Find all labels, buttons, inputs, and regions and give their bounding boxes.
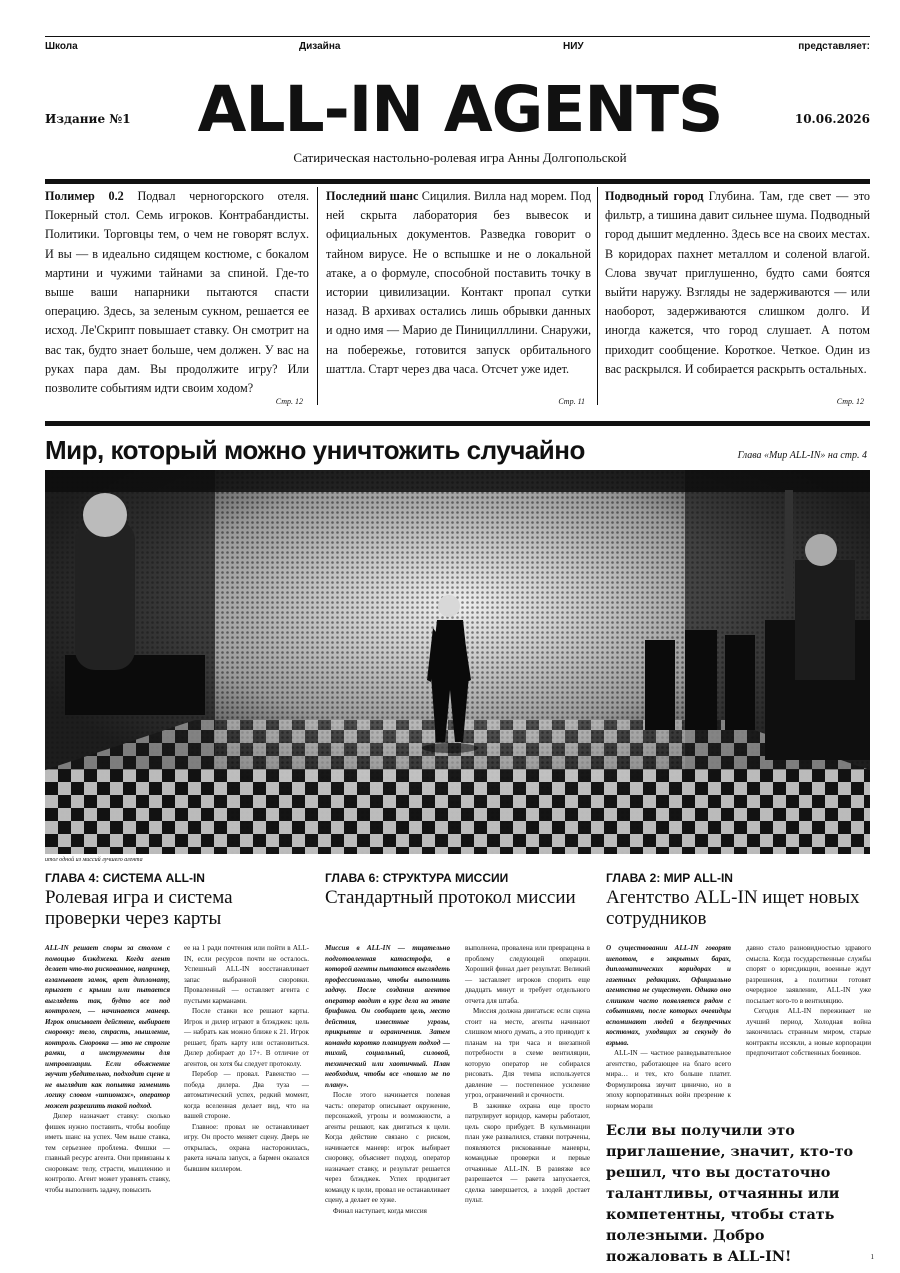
paragraph: выполнена, провалена или превращена в проблему следующей операции. Хороший финал дает результат. Великий — заставляет игроков спорить еще двадцать минут и требует отдельного отчета для штаба. <box>465 944 590 1005</box>
paragraph: ALL-IN решает споры за столом с помощью блэкджека. Когда агент делает что-то рискованное, например, взламывает замок, врет дипломату, прыгает с крыши или пытается выглядеть так, будто все под контролем, — начинается маневр. Игрок описывает действие, выбирает сноровку: тело, страсть, мышление, контроль. Сноровка — это не строгие рамки, а инструменты для импровизации. Если объяснение звучит убедительно, подходит сцене и не выглядит как попытка заменить логику словом «шпионаж», оператор может разрешить такой подход. <box>45 944 170 1110</box>
paragraph: давно стало разновидностью здравого смысла. Когда государственные службы спорят о юрисдикции, военные ждут разрешения, а политики готовят очередное заявление, ALL-IN уже посылает кого-то в вентиляцию. <box>746 944 871 1005</box>
story-page-ref: Стр. 12 <box>275 396 303 406</box>
paragraph: Финал наступает, когда миссия <box>333 1206 427 1215</box>
article-mission-col-2 <box>465 943 590 1206</box>
chapter-label: ГЛАВА 4: СИСТЕМА ALL-IN <box>45 871 205 885</box>
paragraph: О существовании ALL-IN говорят шепотом, в закрытых барах, дипломатических коридорах и газетных редакциях. Официально агентства не существует. Однако оно слишком часто появляется рядом с событиями, после которых очевидцы вспоминают людей в безупречных костюмах, уходящих за секунду до взрыва. <box>606 944 731 1047</box>
article-system-header <box>45 871 305 929</box>
article-system-col-1 <box>45 943 170 1195</box>
paragraph: Перебор — провал. Равенство — победа дилера. Два туза — автоматический успех, редкий момент, когда вселенная делает вид, что на вашей стороне. <box>184 1070 309 1120</box>
paragraph: Миссия в ALL-IN — тщательно подготовленная катастрофа, в которой агенты пытаются выглядеть профессионально, чтобы выполнить задачу. После создания агентов оператор вводит в курс дела на этапе брифинга. Он сообщает цель, место действия, известные угрозы, прикрытие и ограничения. Затем команда коротко планирует подход — тихий, социальный, силовой, технический или хаотичный. План необходим, чтобы все «пошло не по плану». <box>325 944 450 1089</box>
story-title: Подводный город <box>605 189 704 203</box>
article-world-col-1 <box>606 943 731 1111</box>
story-page-ref: Стр. 11 <box>558 396 585 406</box>
article-world-col-2 <box>746 943 871 1059</box>
article-title: Агентство ALL-IN ищет новых сотрудников <box>606 887 860 929</box>
photo-caption: итог одной из миссий лучшего агента <box>45 857 143 863</box>
paragraph: В заживке охрана еще просто патрулирует коридор, камеры работают, цель скоро прибудет. В кульминации план уже развалился, ставки потрачены, появляются рискованные маневры, командные проверки и первые отчаянные ALL-IN. В развязке все разрешается — ракета запускается, сделка завершается, а злодей достает пульт. <box>465 1101 590 1204</box>
article-system-col-2 <box>184 943 309 1174</box>
article-title: Стандартный протокол миссии <box>325 887 576 908</box>
label-niu: НИУ <box>563 41 584 52</box>
story-polymer <box>45 187 309 411</box>
column-divider <box>317 187 318 405</box>
chapter-label: ГЛАВА 2: МИР ALL-IN <box>606 871 733 885</box>
invitation-callout: Если вы получили это приглашение, значит, кто-то решил, что вы достаточно талантливы, отчаянны или компетентны, чтобы стать полезными. Добро пожаловать в ALL-IN! <box>606 1122 854 1265</box>
masthead-subtitle: Сатирическая настольно-ролевая игра Анны Долгопольской <box>293 150 627 165</box>
story-text: Глубина. Там, где свет — это фильтр, а тишина давит сильнее шума. Подводный город дышит медленно. Здесь все на своих местах. В коридорах пахнет металлом и соленой влагой. Слова звучат приглушенно, будто сами боятся выйти наружу. Взгляды не задерживаются — или наоборот, задерживаются слишком долго. И иногда кажется, что город слушает. А потом приходит сообщение. Короткое. Четкое. Один из вас раскрылся. И собирается раскрыть остальных. <box>605 189 870 376</box>
article-title: Ролевая игра и система проверки через карты <box>45 887 233 929</box>
paragraph: ALL-IN — частное разведывательное агентство, работающее на благо всего мира… и тех, кто больше платит. Формулировка звучит цинично, но в эпоху корпоративных войн презрение к нормам морали <box>606 1049 731 1110</box>
article-world-header <box>606 871 866 929</box>
paragraph: Дилер назначает ставку: сколько фишек нужно поставить, чтобы вообще иметь шанс на успех. Чем выше ставка, тем серьезнее проблема. Фишки — главный ресурс агента. Они привязаны к сноровкам: телу, страсти, мышлению и контролю. Агент может уравнять ставку, чтобы выполнить задачу, повысить <box>45 1112 170 1194</box>
halftone-photo-illustration <box>45 470 870 854</box>
chapter-label: ГЛАВА 6: СТРУКТУРА МИССИИ <box>325 871 509 885</box>
label-school: Школа <box>45 41 78 52</box>
label-design: Дизайна <box>299 41 341 52</box>
paragraph: Главное: провал не останавливает игру. Он просто меняет сцену. Дверь не открылась, охрана насторожилась, ракета начала запуск, а бармен оказался бывшим киллером. <box>184 1122 309 1173</box>
article-mission-header <box>325 871 585 908</box>
paragraph: Сегодня ALL-IN переживает не лучший период. Холодная война закончилась странным миром, старые контракты иссякли, а новые корпорации предпочитают собственных боевиков. <box>746 1007 871 1057</box>
story-page-ref: Стр. 12 <box>836 396 864 406</box>
story-title: Последний шанс <box>326 189 419 203</box>
masthead-bar <box>45 179 870 184</box>
presenter-labels <box>45 41 870 55</box>
story-last-chance <box>326 187 591 411</box>
story-underwater-city <box>605 187 870 411</box>
feature-page-ref: Глава «Мир ALL-IN» на стр. 4 <box>737 450 867 461</box>
story-text: Сицилия. Вилла над морем. Под ней скрыта лаборатория без вывесок и официальных документов. Разведка говорит о тайном вирусе. Не о вспышке и не о локальной атаке, а о формуле, способной поставить точку в истории цивилизации. Контакт пропал сутки назад. В архивах остались лишь обрывки данных и одно имя — Марио де Пиницилллини. Снаружи, на побережье, готовится запуск орбитального шаттла. Старт через два часа. Отсчет уже идет. <box>326 189 592 376</box>
label-presents: представляет: <box>798 41 870 52</box>
issue-number: Издание №1 <box>45 112 131 126</box>
article-mission-col-1 <box>325 943 450 1216</box>
masthead-title: ALL-IN AGENTS <box>197 73 723 146</box>
paragraph: После ставки все решают карты. Игрок и дилер играют в блэкджек: цель — набрать как можно ближе к 21. Игрок решает, брать карту или остановиться. Дилер добирает до 17+. В отличие от агентов, он хотя бы следует протоколу. <box>184 1007 309 1068</box>
issue-date: 10.06.2026 <box>794 112 870 126</box>
feature-bar <box>45 421 870 426</box>
feature-headline: Мир, который можно уничтожить случайно <box>45 435 585 465</box>
page-number: 1 <box>870 1253 874 1261</box>
column-divider <box>597 187 598 405</box>
feature-photo <box>45 470 870 854</box>
story-text: Подвал черногорского отеля. Покерный стол. Семь игроков. Контрабандисты. Политики. Торговцы тем, о чем не говорят вслух. И вы — в идеально сидящем костюме, с бокалом мартини и чужими тайнами за спиной. Где-то выше ваши напарники пытаются спасти операцию. Здесь, за зеленым сукном, решается ее исход. Ле'Скрипт повышает ставку. Он смотрит на вас так, будто знает больше, чем должен. У вас на руках пара дам. Вы продолжите игру? Или позволите событиям идти своим ходом? <box>45 189 309 396</box>
paragraph: После этого начинается полевая часть: оператор описывает окружение, персонажей, угрозы и возможности, а агенты решают, как двигаться к цели. Когда действие связано с риском, начинается маневр: игрок выбирает сноровку, объясняет подход, оператор назначает ставку, и результат решается через блэкджек. Успех продвигает команду к цели, провал не останавливает сцену, а делает ее хуже. <box>325 1091 450 1204</box>
teaser-stories <box>45 187 870 411</box>
paragraph: Миссия должна двигаться: если сцена стоит на месте, агенты начинают слишком много думать, а это приводит к планам на три часа и внезапной потребности в схеме вентиляции, которую оператор не собирался рисовать. Для темпа используется давление — постепенное усиление угроз, ограничений и срочности. <box>465 1007 590 1099</box>
story-title: Полимер 0.2 <box>45 189 124 203</box>
top-rule <box>45 36 870 37</box>
paragraph: ее на 1 ради почтения или пойти в ALL-IN, если ресурсов почти не осталось. Успешный ALL-IN восстанавливает запас выбранной сноровки. Проваленный — оставляет агента с пустыми карманами. <box>184 944 309 1005</box>
